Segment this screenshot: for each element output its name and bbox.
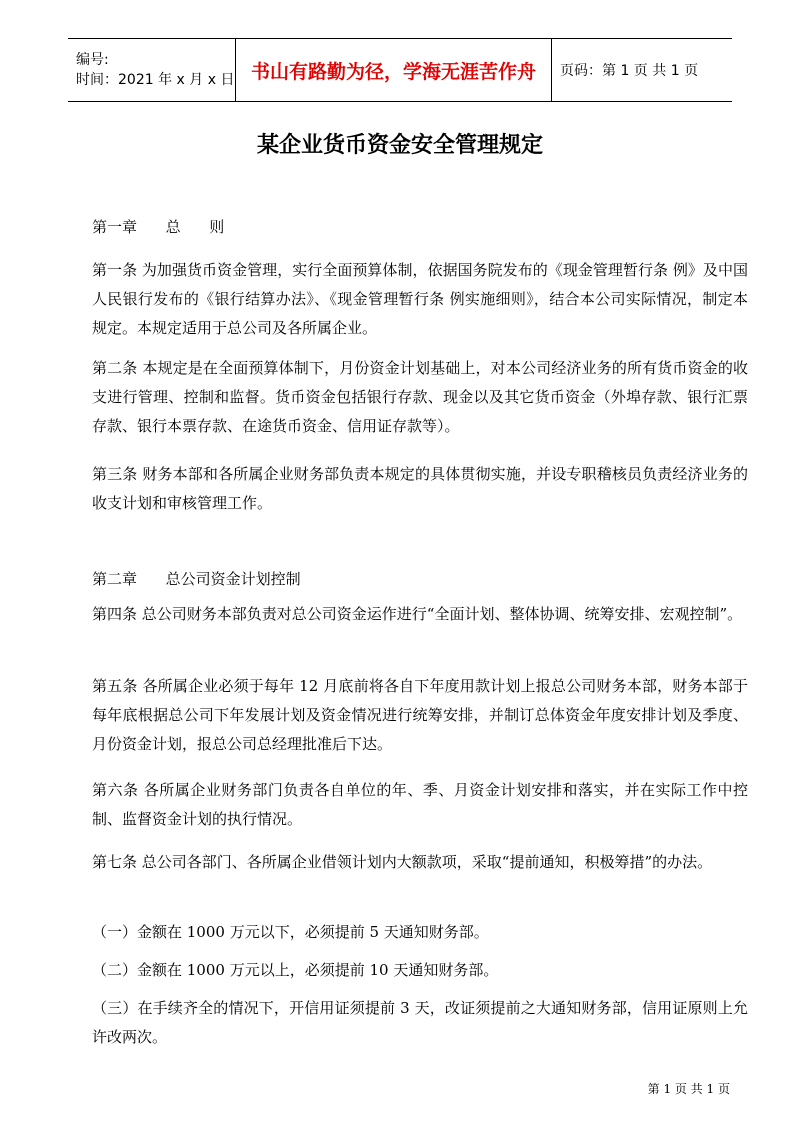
page-footer: 第 1 页 共 1 页 [647, 1082, 730, 1096]
header-slogan: 书山有路勤为径，学海无涯苦作舟 [236, 39, 552, 101]
document-number-label: 编号: [76, 52, 109, 68]
article-paragraph: 第五条 各所属企业必须于每年 12 月底前将各自下年度用款计划上报总公司财务本部，财务本部于每年底根据总公司下年发展计划及资金情况进行统筹安排，并制订总体资金年度安排计划及季度、月份资金计划，报总公司总经理批准后下达。 [92, 677, 748, 753]
article-paragraph: （二）金额在 1000 万元以上，必须提前 10 天通知财务部。 [92, 961, 499, 979]
header-page-label: 页码：第 1 页 共 1 页 [560, 63, 699, 79]
article-paragraph: 第一条 为加强货币资金管理，实行全面预算体制，依据国务院发布的《现金管理暂行条 例》及中国人民银行发布的《银行结算办法》、《现金管理暂行条 例实施细则》，结合本公司实际情况，制定本规定。本规定适用于总公司及各所属企业。 [92, 261, 748, 337]
article-paragraph: 第七条 总公司各部门、各所属企业借领计划内大额款项，采取“提前通知，积极筹措”的办法。 [92, 853, 713, 871]
article-paragraph: 第六条 各所属企业财务部门负责各自单位的年、季、月资金计划安排和落实，并在实际工作中控制、监督资金计划的执行情况。 [92, 781, 748, 828]
chapter-heading: 第二章 总公司资金计划控制 [92, 570, 301, 588]
article-paragraph: （一）金额在 1000 万元以下，必须提前 5 天通知财务部。 [92, 923, 489, 941]
article-paragraph: 第三条 财务本部和各所属企业财务部负责本规定的具体贯彻实施，并设专职稽核员负责经济业务的收支计划和审核管理工作。 [92, 465, 748, 512]
document-time-label: 时间：2021 年 x 月 x 日 [76, 72, 235, 88]
article-paragraph: （三）在手续齐全的情况下，开信用证须提前 3 天，改证须提前之大通知财务部，信用证原则上允许改两次。 [92, 999, 748, 1046]
article-paragraph: 第四条 总公司财务本部负责对总公司资金运作进行“全面计划、整体协调、统筹安排、宏观控制”。 [92, 605, 743, 623]
page-header [68, 38, 732, 102]
document-title: 某企业货币资金安全管理规定 [256, 133, 543, 158]
chapter-heading: 第一章 总 则 [92, 218, 225, 236]
header-meta [68, 39, 236, 101]
article-paragraph: 第二条 本规定是在全面预算体制下，月份资金计划基础上，对本公司经济业务的所有货币资金的收支进行管理、控制和监督。货币资金包括银行存款、现金以及其它货币资金（外埠存款、银行汇票存款、银行本票存款、在途货币资金、信用证存款等）。 [92, 359, 748, 435]
